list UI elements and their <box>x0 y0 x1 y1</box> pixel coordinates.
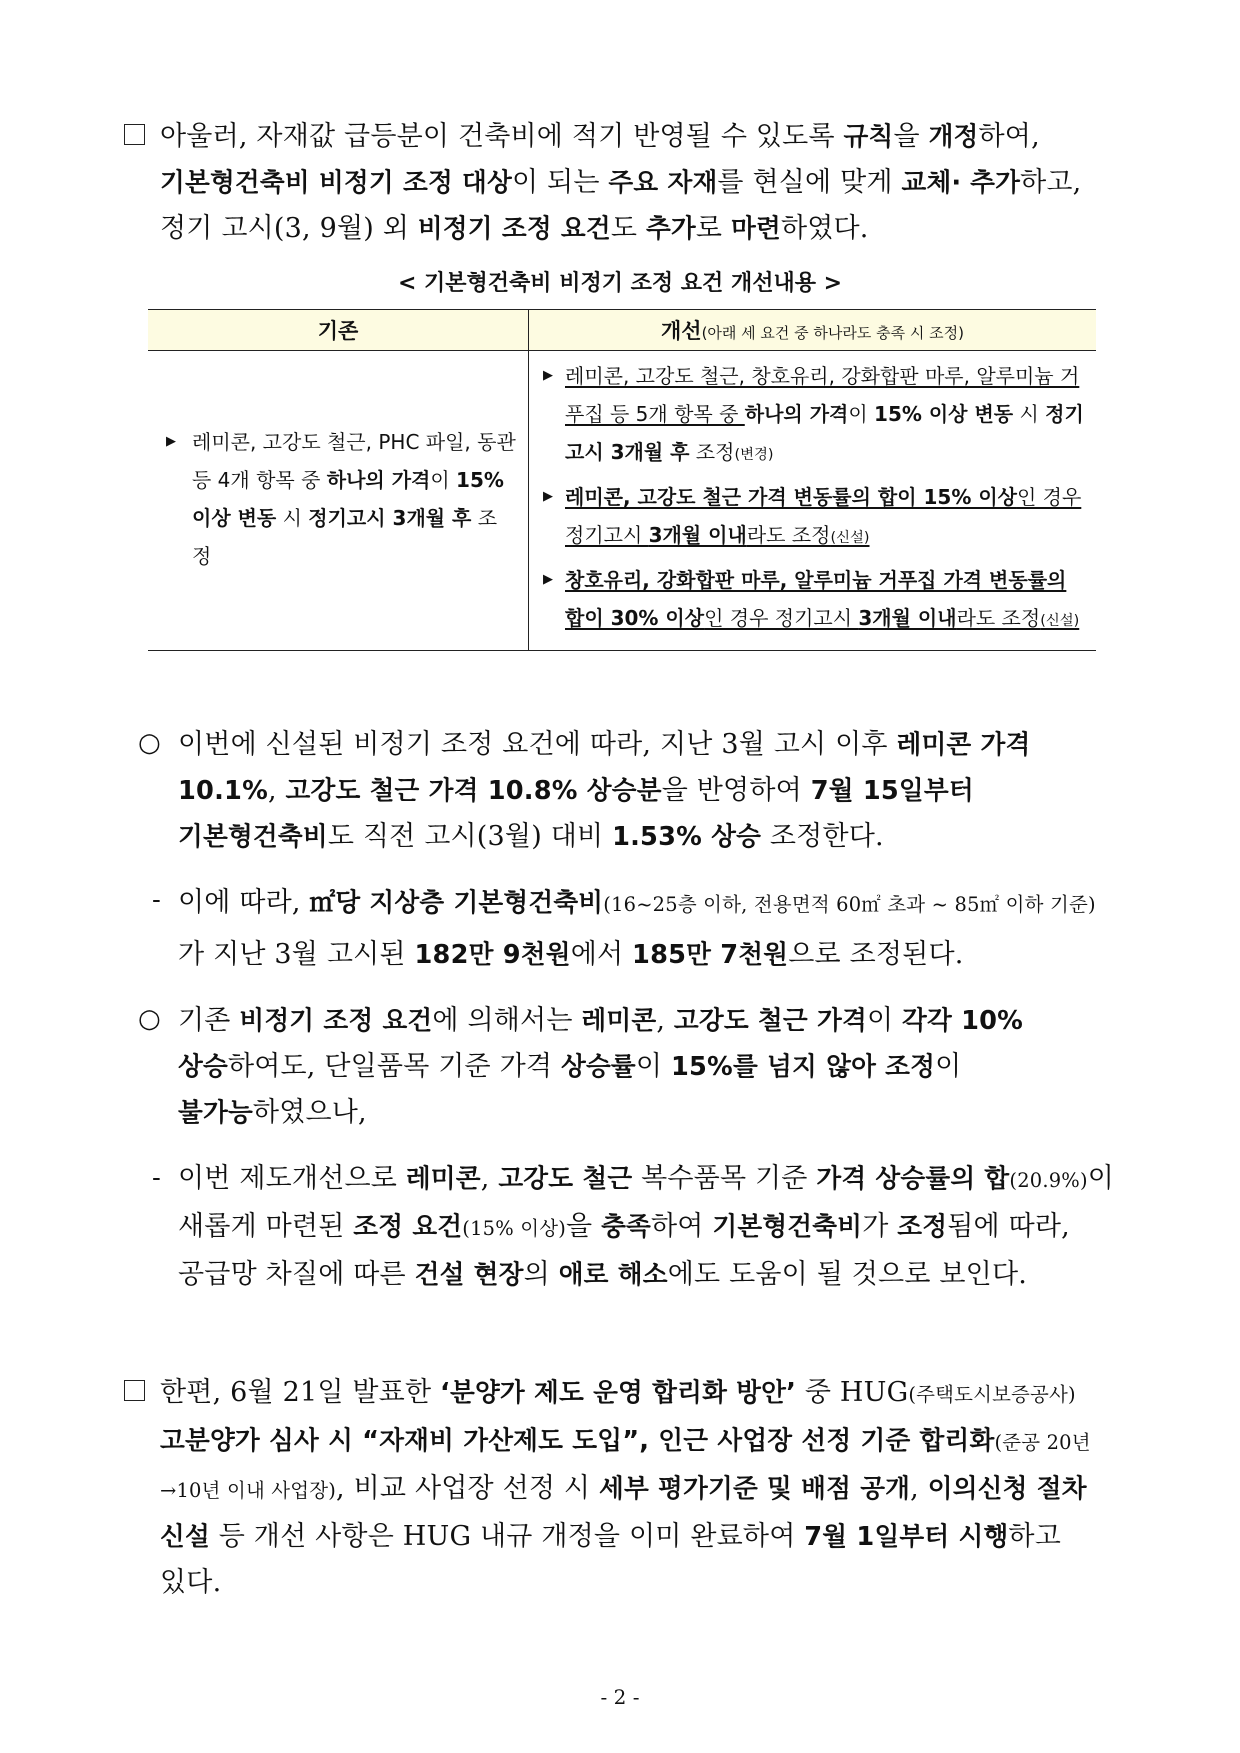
header-existing: 기존 <box>148 310 529 351</box>
cell-improved <box>529 351 1097 651</box>
paragraph-price-change: 이에 따라, ㎡당 지상층 기본형건축비(16~25층 이하, 전용면적 60㎡ 초과 ~ 85㎡ 이하 기준)가 지난 3월 고시된 182만 9천원에서 185만 7천원으로 조정된다. <box>178 887 1096 970</box>
header-improved: 개선(아래 세 요건 중 하나라도 충족 시 조정) <box>529 310 1097 351</box>
circle-bullet-icon: ○ <box>138 728 161 758</box>
paragraph-intro: 아울러, 자재값 급등분이 건축비에 적기 반영될 수 있도록 규칙을 개정하여, 기본형건축비 비정기 조정 대상이 되는 주요 자재를 현실에 맞게 교체· 추가하고, 정기 고시(3, 9월) 외 비정기 조정 요건도 추가로 마련하였다. <box>160 114 1120 252</box>
triangle-bullet-icon: ▶ <box>543 572 553 587</box>
cell-existing <box>148 351 529 651</box>
triangle-bullet-icon: ▶ <box>166 433 176 449</box>
paragraph-improvement-effect: 이번 제도개선으로 레미콘, 고강도 철근 복수품목 기준 가격 상승률의 합(20.9%)이 새롭게 마련된 조정 요건(15% 이상)을 충족하여 기본형건축비가 조정됨에 따라, 공급망 차질에 따른 건설 현장의 애로 해소에도 도움이 될 것으로 보인다. <box>178 1163 1115 1290</box>
list-item: ▶ 창호유리, 강화합판 마루, 알루미늄 거푸집 가격 변동률의 합이 30% 이상인 경우 정기고시 3개월 이내라도 조정(신설) <box>543 561 1088 640</box>
checkbox-bullet-icon <box>124 1380 145 1401</box>
list-item: ▶ 레미콘, 고강도 철근 가격 변동률의 합이 15% 이상인 경우 정기고시 3개월 이내라도 조정(신설) <box>543 478 1088 557</box>
paragraph-previous-requirement: 기존 비정기 조정 요건에 의해서는 레미콘, 고강도 철근 가격이 각각 10% 상승하여도, 단일품목 기준 가격 상승률이 15%를 넘지 않아 조정이 불가능하였으나, <box>178 1005 1024 1128</box>
table-header-row <box>148 310 1096 351</box>
paragraph-hug-rules: 한편, 6월 21일 발표한 ‘분양가 제도 운영 합리화 방안’ 중 HUG(주택도시보증공사) 고분양가 심사 시 “자재비 가산제도 도입”, 인근 사업장 선정 기준 합리화(준공 20년→10년 이내 사업장), 비교 사업장 선정 시 세부 평가기준 및 배점 공개, 이의신청 절차 신설 등 개선 사항은 HUG 내규 개정을 이미 완료하여 7월 1일부터 시행하고 있다. <box>160 1370 1120 1606</box>
dash-bullet-icon: - <box>152 885 161 915</box>
list-item: ▶ 레미콘, 고강도 철근, PHC 파일, 동관 등 4개 항목 중 하나의 가격이 15% 이상 변동 시 정기고시 3개월 후 조정 <box>148 423 528 575</box>
dash-bullet-icon: - <box>152 1163 161 1193</box>
table-row <box>148 351 1096 651</box>
checkbox-bullet-icon <box>124 124 145 145</box>
paragraph-new-requirement: 이번에 신설된 비정기 조정 요건에 따라, 지난 3월 고시 이후 레미콘 가격 10.1%, 고강도 철근 가격 10.8% 상승분을 반영하여 7월 15일부터 기본형건축비도 직전 고시(3월) 대비 1.53% 상승 조정한다. <box>178 729 1031 852</box>
list-item: ▶ 레미콘, 고강도 철근, 창호유리, 강화합판 마루, 알루미늄 거푸집 등 5개 항목 중 하나의 가격이 15% 이상 변동 시 정기고시 3개월 후 조정(변경) <box>543 357 1088 474</box>
table-title: < 기본형건축비 비정기 조정 요건 개선내용 > <box>397 271 843 296</box>
circle-bullet-icon: ○ <box>138 1004 161 1034</box>
triangle-bullet-icon: ▶ <box>543 489 553 504</box>
comparison-table <box>148 309 1096 651</box>
page-number: - 2 - <box>600 1685 640 1709</box>
triangle-bullet-icon: ▶ <box>543 368 553 383</box>
